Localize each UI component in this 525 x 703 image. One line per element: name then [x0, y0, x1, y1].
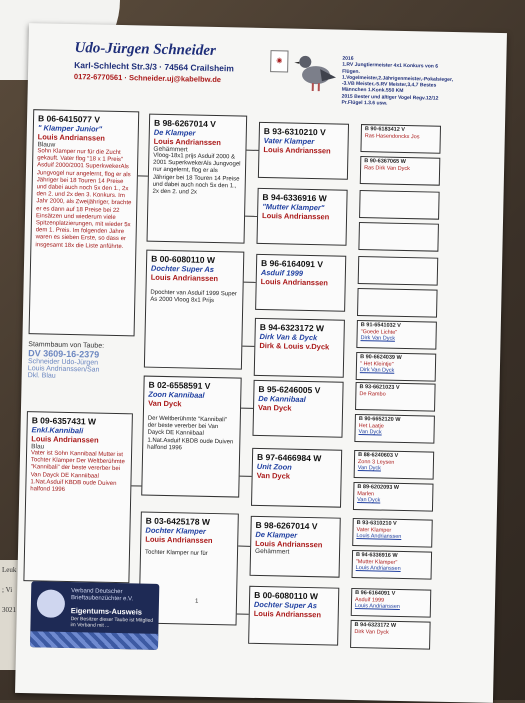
dam-box: B 09-6357431 W Enkl.Kannibali Louis Andrianssen Blau Vater ist Sohn Kannibaal Mutter ist Tochter Klamper Der Weltberühmte "Kannibali" der beste vererber bei Van Dayck DE Kanniibaal 1.Nat.Asduif KBDB oude Duiven halfond 1996 [23, 411, 133, 583]
great-grandparent-box: B 93-6621023 V De Rambo [355, 382, 436, 412]
parent-note: 1 [194, 598, 199, 605]
parent-box: B 00-6080110 W Dochter Super As Louis Andrianssen Dpochter van Asduif 1999 Super As 2000 Vloog 8x1 Prijs [144, 250, 244, 370]
great-grandparent-box [358, 256, 439, 286]
breeder-name: Udo-Jürgen Schneider [74, 40, 216, 59]
great-grandparent-box: B 90-6624039 W " Het Kleintje" Dirk Van Dyck [356, 352, 437, 382]
great-grandparent-box: B 96-6164091 V Asduif 1999 Louis Andrianssen [351, 588, 432, 618]
connector-line [241, 408, 253, 409]
great-grandparent-box: B 90-6183412 V Ras Hasendonckx Jos [360, 124, 441, 154]
grandparent-box: B 00-6080110 W Dochter Super As Louis Andrianssen [248, 586, 339, 646]
grandparent-box: B 95-6246005 V De Kannibaal Van Dyck [252, 380, 343, 438]
great-grandparent-box: B 94-6336916 W "Mutter Klamper" Louis Andrianssen [352, 550, 433, 580]
grandparent-box: B 98-6267014 V De Klamper Louis Andrianssen Gehämmert [250, 516, 341, 578]
great-grandparent-box: B 90-6652120 W Het Laatje Van Dyck [354, 414, 435, 444]
grandparent-box: B 97-6466984 W Unit Zoon Van Dyck [251, 448, 342, 508]
great-grandparent-box: B 94-6323172 W Dirk Van Dyck [350, 620, 431, 650]
connector-line [238, 546, 250, 547]
card-pattern [30, 631, 158, 650]
breeder-address: Karl-Schlecht Str.3/3 · 74564 Crailsheim [74, 60, 234, 74]
grandparent-box: B 96-6164091 V Asduif 1999 Louis Andrianssen [255, 254, 346, 312]
grandparent-box: B 94-6336916 W "Mutter Klamper" Louis Andrianssen [256, 188, 347, 246]
parent-box: B 02-6558591 V Zoon Kannibaal Van Dyck Der Weltberühmte "Kannibali" der beste vererber bei Van Dayck DE Kanniibaal 1.Nat.Asduif KBDB oude Duiven halfond 1996 [141, 376, 241, 498]
achievements: 2016 1.RV Jungtiermeister 4x1 Konkurs von 6 Flügen. 1.Vogelmeister,2.Jährigenmeister,-Pokalsieger, -3.VB Meister,-5.RV Meister,3,4,7 Bestes Männchen 1.Konk.550 KM 2015 Bester und ältiger Vogel Regv.12/12 Pr.Flügel 1.3.6 usw. [341, 55, 454, 107]
parent-box: B 98-6267014 V De Klamper Louis Andrianssen Gehämmert Vloog-18x1 prijs Asduif 2000 & 2001 SuperkwekerAls Jungvogel nur angelernt, flog er als Jähriger bei 18 Touren 14 Preise und dabei auch noch 5x den 1., 2x den 2. und 2x [147, 114, 248, 244]
connector-line [138, 175, 148, 176]
connector-line [246, 150, 258, 151]
owner-stamp: Stammbaum von Taube: DV 3609-16-2379 Schneider Udo-Jürgen Louis Andrianssen/San Dkl. Blau [27, 341, 105, 380]
great-grandparent-box: B 89-6202093 W Marlen Van Dyck [353, 482, 434, 512]
grandparent-box: B 94-6323172 W Dirk Van & Dyck Dirk & Louis v.Dyck [254, 318, 345, 378]
connector-line [131, 485, 141, 486]
breeder-header [74, 40, 285, 85]
connector-line [242, 346, 254, 347]
parent-box: B 03-6425178 W Dochter Klamper Louis Andrianssen Tochter Klamper nur für [139, 512, 239, 626]
underlying-sheet: Leuk ; Vi 3021 [0, 560, 40, 670]
ownership-id-card: Verband Deutscher Brieftaubenzüchter e.V. Eigentums-Ausweis Der Besitzer dieser Taube ist Mitglied im Verband mit ... [30, 581, 159, 650]
connector-line [245, 216, 257, 217]
great-grandparent-box [358, 222, 439, 252]
grandparent-box: B 93-6310210 V Vater Klamper Louis Andrianssen [258, 122, 349, 180]
club-logo-icon: ◉ [270, 50, 288, 72]
connector-line [240, 476, 252, 477]
pigeon-icon [290, 47, 339, 96]
great-grandparent-box [357, 288, 438, 318]
great-grandparent-box: B 91-6541032 V "Goede Lichte" Dirk Van Dyck [356, 320, 437, 350]
great-grandparent-box [359, 190, 440, 220]
great-grandparent-box: B 88-6240603 V Zonn 3 Leysen Van Dyck [354, 450, 435, 480]
great-grandparent-box: B 90-6367065 W Ras Dirk Van Dyck [360, 156, 441, 186]
connector-line [244, 282, 256, 283]
association-logo-icon [37, 589, 66, 618]
connector-line [237, 614, 249, 615]
pedigree-sheet [15, 23, 507, 703]
breeder-contact: 0172-6770561 · Schneider.uj@kabelbw.de [73, 72, 222, 85]
subject-box: B 06-6415077 V " Klamper Junior" Louis Andrianssen Blauw Sohn Klamper nur für die Zucht gekauft. Vater flog "18 x 1 Preis" Asduif 2000/2001 SuperkwekerAls Jungvogel nur angelernt, flog er als Jähriger bei 18 Touren 14 Preise und dabei auch noch 5x den 1., 2x den 2. und 2x den 3. Konkurs. Im Jahr 2000, als Zweijähriger, brachte er es dann auf 18 Preise bei 22 Einsätzen und wiederum viele Spitzenplatzierungen, mit wieder 5x dem 1. Preis. Im folgenden Jahre waren es sieben Erste, so dass er insgesamt 18x die Liste anführte. [29, 109, 140, 336]
great-grandparent-box: B 93-6310210 V Vater Klamper Louis Andrianssen [352, 518, 433, 548]
